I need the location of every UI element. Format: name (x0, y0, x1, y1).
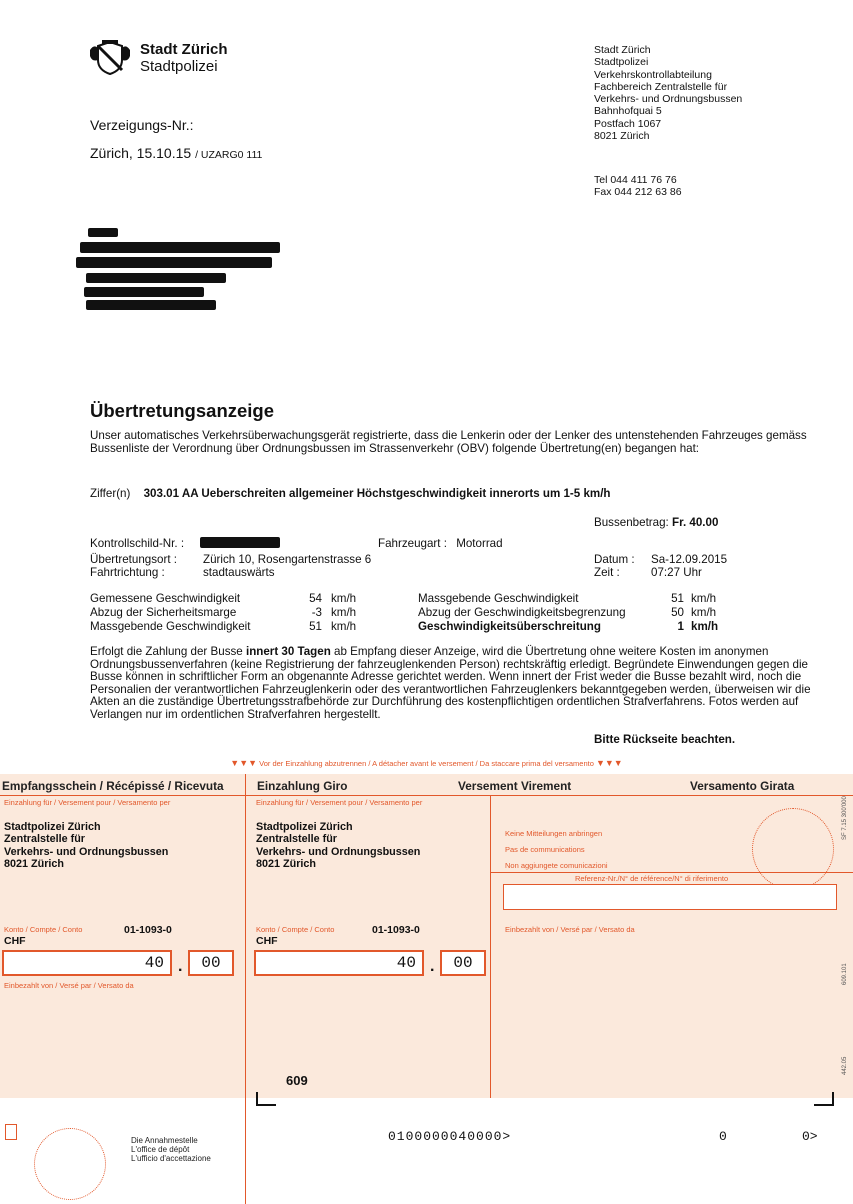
back-side-note: Bitte Rückseite beachten. (594, 733, 736, 746)
decimal-dot: . (178, 958, 183, 975)
coding-zero: 0 (719, 1129, 727, 1144)
payee-line: 8021 Zürich (4, 858, 65, 871)
address-line: Postfach 1067 (594, 117, 662, 130)
date-place: Zürich, 15.10.15 (90, 145, 192, 161)
speed-right-value: 51 (671, 592, 684, 605)
tel-number: Tel 044 411 76 76 (594, 174, 677, 186)
speed-left-unit: km/h (331, 606, 357, 619)
acceptance-line: L'office de dépôt (131, 1145, 190, 1154)
notice-title: Übertretungsanzeige (90, 400, 275, 421)
redacted-plate (200, 537, 280, 548)
no-messages-note (505, 826, 608, 874)
sender-address (594, 44, 742, 142)
speed-left-value: 54 (309, 592, 322, 605)
speed-right-value: 50 (671, 606, 684, 619)
speed-left-unit: km/h (331, 620, 357, 633)
address-line: Verkehrs- und Ordnungsbussen (594, 93, 743, 106)
fine-value: Fr. 40.00 (672, 516, 719, 529)
coding-line-zone (0, 1098, 853, 1204)
city-subtitle: Stadtpolizei (140, 58, 218, 75)
no-messages-line: Non aggiungete comunicazioni (505, 861, 608, 870)
speed-left-unit: km/h (331, 592, 357, 605)
location-label: Übertretungsort : (90, 553, 177, 566)
speed-left-label: Gemessene Geschwindigkeit (90, 592, 241, 605)
closing-pre: Erfolgt die Zahlung der Busse (90, 645, 246, 658)
zurich-coat-of-arms-logo (88, 40, 132, 76)
speed-left-label: Massgebende Geschwindigkeit (90, 620, 251, 633)
scan-corner-mark (256, 1092, 276, 1106)
redacted-recipient-line (86, 273, 226, 283)
section-divider (490, 795, 491, 1098)
side-code: 442.05 (842, 1056, 848, 1075)
redacted-recipient-line (88, 228, 118, 237)
fine-amount (594, 516, 718, 529)
payee-line: Verkehrs- und Ordnungsbussen (256, 845, 421, 858)
acceptance-line: Die Annahmestelle (131, 1136, 198, 1145)
side-code: 609.101 (842, 963, 848, 985)
address-line: Fachbereich Zentralstelle für (594, 80, 728, 93)
receipt-header: Empfangsschein / Récépissé / Ricevuta (2, 779, 224, 793)
account-number: 01-1093-0 (124, 924, 172, 936)
girata-header: Versamento Girata (690, 779, 795, 793)
speed-left-value: 51 (309, 620, 322, 633)
redacted-recipient-line (80, 242, 280, 253)
payer-label: Einbezahlt von / Versé par / Versato da (4, 981, 134, 990)
direction-label: Fahrtrichtung : (90, 566, 165, 579)
speed-right-unit: km/h (691, 606, 717, 619)
acceptance-marker (5, 1124, 17, 1140)
no-messages-line: Pas de communications (505, 845, 585, 854)
ziffer-text: 303.01 AA Ueberschreiten allgemeiner Höchstgeschwindigkeit innerorts um 1-5 km/h (143, 487, 611, 500)
speed-right-value: 1 (677, 620, 684, 633)
address-line: Stadt Zürich (594, 44, 651, 56)
payee-line: Zentralstelle für (4, 833, 85, 846)
closing-post: ab Empfang dieser Anzeige, wird die Übertretung ohne weitere Kosten im anonymen Ordnungsbussenverfahren (keine Registrierung der fahrzeuglenkenden Person) rechtskräftig erledigt. Begründete Einwendungen gegen die Busse können in schriftlicher Form an obgenannte Adresse gerichtet werden. Wenn innert der Frist weder die Busse bezahlt wird, noch die Personalien der verantwortlichen Fahrzeuglenkerin oder des verantwortlichen Fahrzeuglenkers bekanntgegeben werden, überweisen wir die Akten an die zuständige Übertretungsstrafbehörde zur Durchführung des kostenpflichtigen ordentlichen Strafverfahrens. Fotos werden auf Verlangen nur im ordentlichen Strafverfahren hergestellt. (90, 645, 811, 721)
date-value: Sa-12.09.2015 (651, 553, 728, 566)
address-line: Stadtpolizei (594, 56, 649, 69)
slip-header-divider (0, 795, 853, 796)
amount-cents-field[interactable]: 00 (188, 950, 234, 976)
speed-right-label: Geschwindigkeitsüberschreitung (418, 620, 601, 633)
address-line: Verkehrskontrollabteilung (594, 68, 712, 81)
speed-right-label: Abzug der Geschwindigkeitsbegrenzung (418, 606, 626, 619)
amount-cents-field[interactable]: 00 (440, 950, 486, 976)
vehicle-label: Fahrzeugart : (378, 537, 447, 550)
date-label: Datum : (594, 553, 635, 566)
offence-code (90, 487, 611, 500)
closing-bold: innert 30 Tagen (245, 645, 331, 658)
ziffer-label: Ziffer(n) (90, 487, 131, 500)
receipt-divider (245, 774, 246, 1204)
vehicle-type (378, 537, 503, 550)
speed-right-label: Massgebende Geschwindigkeit (418, 592, 579, 605)
fax-number: Fax 044 212 63 86 (594, 186, 682, 199)
scan-corner-mark (814, 1092, 834, 1106)
fine-label: Bussenbetrag: (594, 516, 669, 529)
code-609: 609 (286, 1073, 308, 1088)
document-date (90, 145, 262, 161)
payee-line: 8021 Zürich (256, 858, 317, 871)
payee-label: Einzahlung für / Versement pour / Versamento per (4, 798, 171, 807)
acceptance-stamp-circle (34, 1128, 106, 1200)
location-value: Zürich 10, Rosengartenstrasse 6 (203, 553, 372, 566)
time-value: 07:27 Uhr (651, 566, 702, 579)
speed-right-unit: km/h (691, 592, 717, 605)
direction-value: stadtauswärts (203, 566, 275, 579)
payment-instructions (90, 646, 824, 722)
payee-block (4, 821, 168, 871)
coding-line: 0100000040000> (388, 1129, 512, 1144)
time-label: Zeit : (594, 566, 620, 579)
triangle-down-icon: ▼▼▼ (230, 758, 258, 768)
side-code: SF 7.15 300'000 (842, 796, 848, 840)
reference-label: Referenz-Nr./N° de référence/N° di riferimento (575, 874, 729, 883)
reference-number-field[interactable] (503, 884, 837, 910)
speed-left-value: -3 (311, 606, 322, 619)
payee-line: Stadtpolizei Zürich (256, 821, 353, 833)
detach-text: Vor der Einzahlung abzutrennen / A détacher avant le versement / Da staccare prima del versamento (259, 759, 594, 768)
notice-intro: Unser automatisches Verkehrsüberwachungsgerät registrierte, dass die Lenkerin oder der Lenker des untenstehenden Fahrzeuges gemäss Bussenliste der Verordnung über Ordnungsbussen im Strassenverkehr (OBV) folgende Übertretung(en) begangen hat: (90, 429, 807, 455)
account-label: Konto / Compte / Conto (4, 925, 83, 934)
no-messages-line: Keine Mitteilungen anbringen (505, 829, 603, 838)
vehicle-value: Motorrad (456, 537, 503, 550)
address-line: 8021 Zürich (594, 130, 650, 143)
account-number: 01-1093-0 (372, 924, 420, 936)
redacted-recipient-line (84, 287, 204, 297)
decimal-dot: . (430, 958, 435, 975)
speed-right-unit: km/h (691, 620, 719, 633)
currency: CHF (256, 935, 278, 947)
date-code: / UZARG0 111 (195, 149, 263, 161)
acceptance-line: L'ufficio d'accettazione (131, 1154, 211, 1163)
contact-numbers (594, 174, 682, 199)
redacted-recipient-line (86, 300, 216, 310)
city-name: Stadt Zürich (140, 41, 228, 58)
payee-block (256, 821, 420, 871)
stamp-circle (752, 808, 834, 890)
currency: CHF (4, 935, 26, 947)
giro-header: Einzahlung Giro (257, 779, 348, 793)
plate-label: Kontrollschild-Nr. : (90, 537, 185, 550)
redacted-recipient-line (76, 257, 272, 268)
payee-label: Einzahlung für / Versement pour / Versamento per (256, 798, 423, 807)
triangle-down-icon: ▼▼▼ (595, 758, 623, 768)
reference-number-label: Verzeigungs-Nr.: (90, 117, 194, 133)
coding-end: 0> (802, 1129, 818, 1144)
detach-line (0, 758, 853, 768)
speed-left-label: Abzug der Sicherheitsmarge (90, 606, 237, 619)
account-label: Konto / Compte / Conto (256, 925, 335, 934)
virement-header: Versement Virement (458, 779, 572, 793)
payee-line: Zentralstelle für (256, 833, 337, 846)
payee-line: Verkehrs- und Ordnungsbussen (4, 845, 169, 858)
payee-line: Stadtpolizei Zürich (4, 821, 101, 833)
payer-label: Einbezahlt von / Versé par / Versato da (505, 925, 635, 934)
amount-francs-field[interactable]: 40 (254, 950, 424, 976)
address-line: Bahnhofquai 5 (594, 105, 662, 118)
acceptance-office (131, 1136, 211, 1163)
amount-francs-field[interactable]: 40 (2, 950, 172, 976)
